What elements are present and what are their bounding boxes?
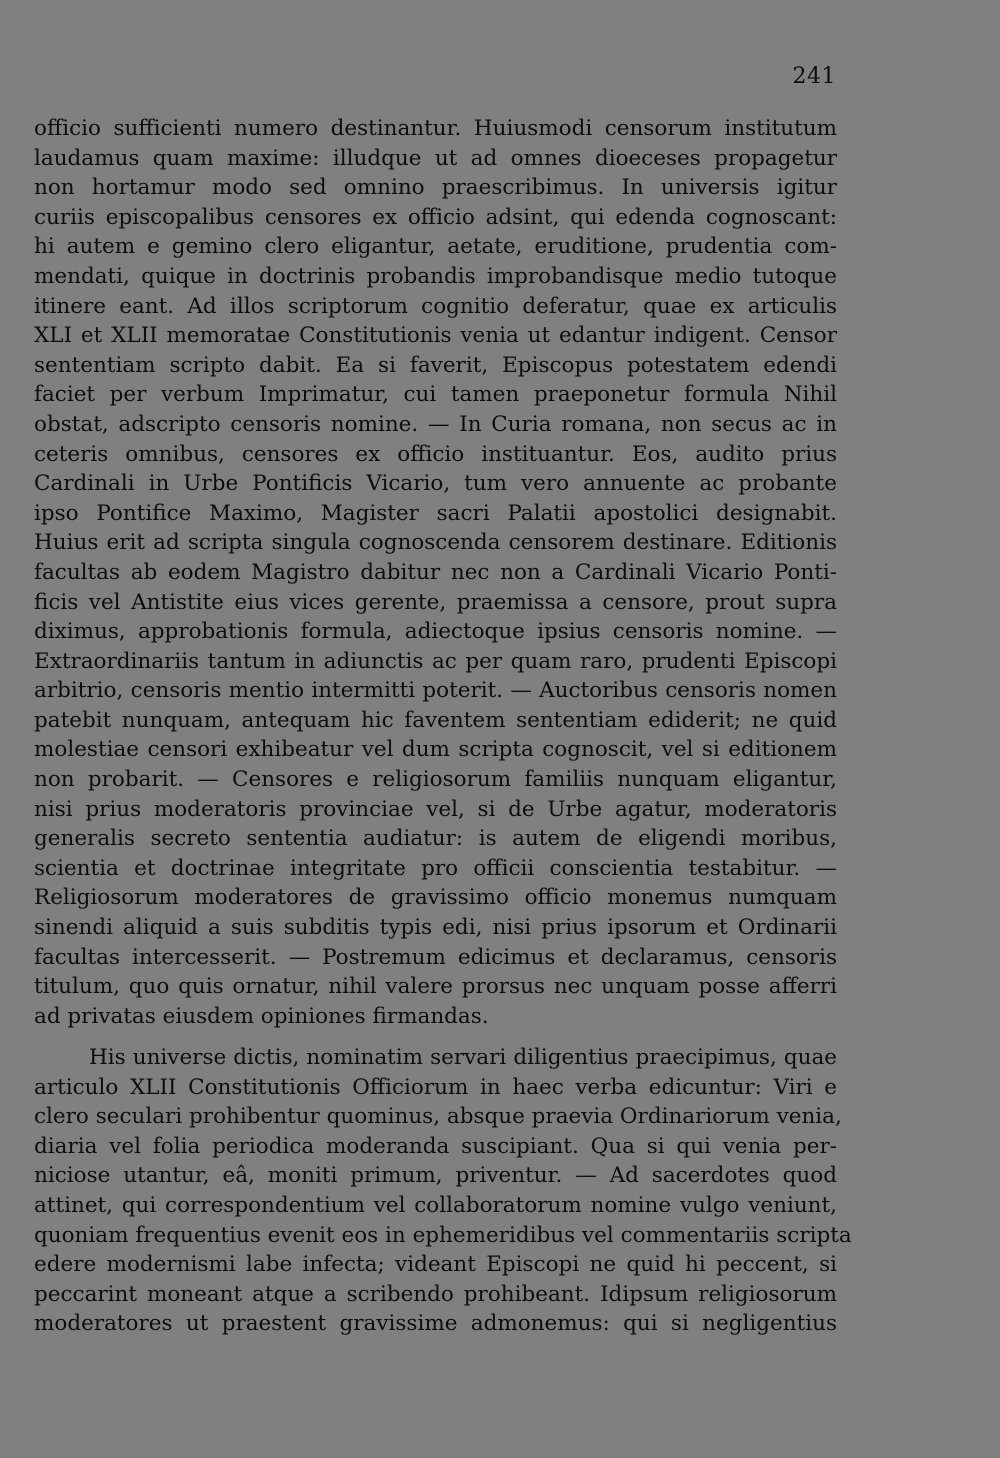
text-line: Cardinali in Urbe Pontificis Vicario, tum vero annuente ac probante [34, 471, 837, 497]
text-line: XLI et XLII memoratae Constitutionis venia ut edantur indigent. Censor [34, 323, 837, 349]
text-line: attinet, qui correspondentium vel collaboratorum nomine vulgo veniunt, [34, 1192, 837, 1218]
text-line: non probarit. — Censores e religiosorum familiis nunquam eligantur, [34, 767, 837, 793]
text-line: clero seculari prohibentur quominus, absque praevia Ordinariorum venia, [34, 1104, 842, 1130]
text-line: faciet per verbum Imprimatur, cui tamen praeponetur formula Nihil [34, 382, 837, 408]
text-line: scientia et doctrinae integritate pro officii conscientia testabitur. — [34, 855, 837, 881]
text-line: molestiae censori exhibeatur vel dum scripta cognoscit, vel si editionem [34, 737, 837, 763]
text-line: sinendi aliquid a suis subditis typis edi, nisi prius ipsorum et Ordinarii [34, 915, 837, 941]
text-line: Huius erit ad scripta singula cognoscenda censorem destinare. Editionis [34, 530, 837, 556]
text-line: itinere eant. Ad illos scriptorum cognitio deferatur, quae ex articulis [34, 293, 837, 319]
text-line: arbitrio, censoris mentio intermitti poterit. — Auctoribus censoris nomen [34, 678, 837, 704]
text-line: ad privatas eiusdem opiniones firmandas. [34, 1003, 489, 1029]
text-line: niciose utantur, eâ, moniti primum, priventur. — Ad sacerdotes quod [34, 1163, 837, 1189]
paragraph-1 [34, 114, 837, 1031]
text-line: peccarint moneant atque a scribendo prohibeant. Idipsum religiosorum [34, 1281, 837, 1307]
text-line: Religiosorum moderatores de gravissimo officio monemus numquam [34, 885, 837, 911]
text-line: nisi prius moderatoris provinciae vel, si de Urbe agatur, moderatoris [34, 796, 837, 822]
text-line: generalis secreto sententia audiatur: is autem de eligendi moribus, [34, 826, 837, 852]
text-line: non hortamur modo sed omnino praescribimus. In universis igitur [34, 175, 837, 201]
text-line: sententiam scripto dabit. Ea si faverit, Episcopus potestatem edendi [34, 352, 837, 378]
text-line: curiis episcopalibus censores ex officio adsint, qui edenda cognoscant: [34, 204, 837, 230]
paragraph-2 [34, 1043, 852, 1339]
text-line: diaria vel folia periodica moderanda suscipiant. Qua si qui venia per- [34, 1133, 837, 1159]
text-line: mendati, quique in doctrinis probandis improbandisque medio tutoque [34, 263, 837, 289]
text-line: facultas intercesserit. — Postremum edicimus et declaramus, censoris [34, 944, 837, 970]
text-line: facultas ab eodem Magistro dabitur nec non a Cardinali Vicario Ponti- [34, 559, 837, 585]
text-line: laudamus quam maxime: illudque ut ad omnes dioeceses propagetur [34, 145, 837, 171]
text-line: articulo XLII Constitutionis Officiorum in haec verba edicuntur: Viri e [34, 1074, 837, 1100]
text-line: ceteris omnibus, censores ex officio instituantur. Eos, audito prius [34, 441, 837, 467]
text-line: titulum, quo quis ornatur, nihil valere prorsus nec unquam posse afferri [34, 974, 837, 1000]
text-line: diximus, approbationis formula, adiectoque ipsius censoris nomine. — [34, 619, 837, 645]
text-line: hi autem e gemino clero eligantur, aetate, eruditione, prudentia com- [34, 234, 837, 260]
text-line: His universe dictis, nominatim servari diligentius praecipimus, quae [89, 1045, 837, 1070]
text-line: quoniam frequentius evenit eos in ephemeridibus vel commentariis scripta [34, 1222, 852, 1248]
text-line: edere modernismi labe infecta; videant Episcopi ne quid hi peccent, si [34, 1252, 837, 1278]
text-line: officio sufficienti numero destinantur. Huiusmodi censorum institutum [34, 116, 837, 141]
text-line: patebit nunquam, antequam hic faventem sententiam ediderit; ne quid [34, 707, 837, 733]
text-line: ficis vel Antistite eius vices gerente, praemissa a censore, prout supra [34, 589, 837, 615]
text-line: Extraordinariis tantum in adiunctis ac per quam raro, prudenti Episcopi [34, 648, 837, 674]
page-number: 241 [792, 64, 836, 89]
text-line: obstat, adscripto censoris nomine. — In Curia romana, non secus ac in [34, 411, 837, 437]
text-line: moderatores ut praestent gravissime admonemus: qui si negligentius [34, 1311, 837, 1337]
text-line: ipso Pontifice Maximo, Magister sacri Palatii apostolici designabit. [34, 500, 837, 526]
